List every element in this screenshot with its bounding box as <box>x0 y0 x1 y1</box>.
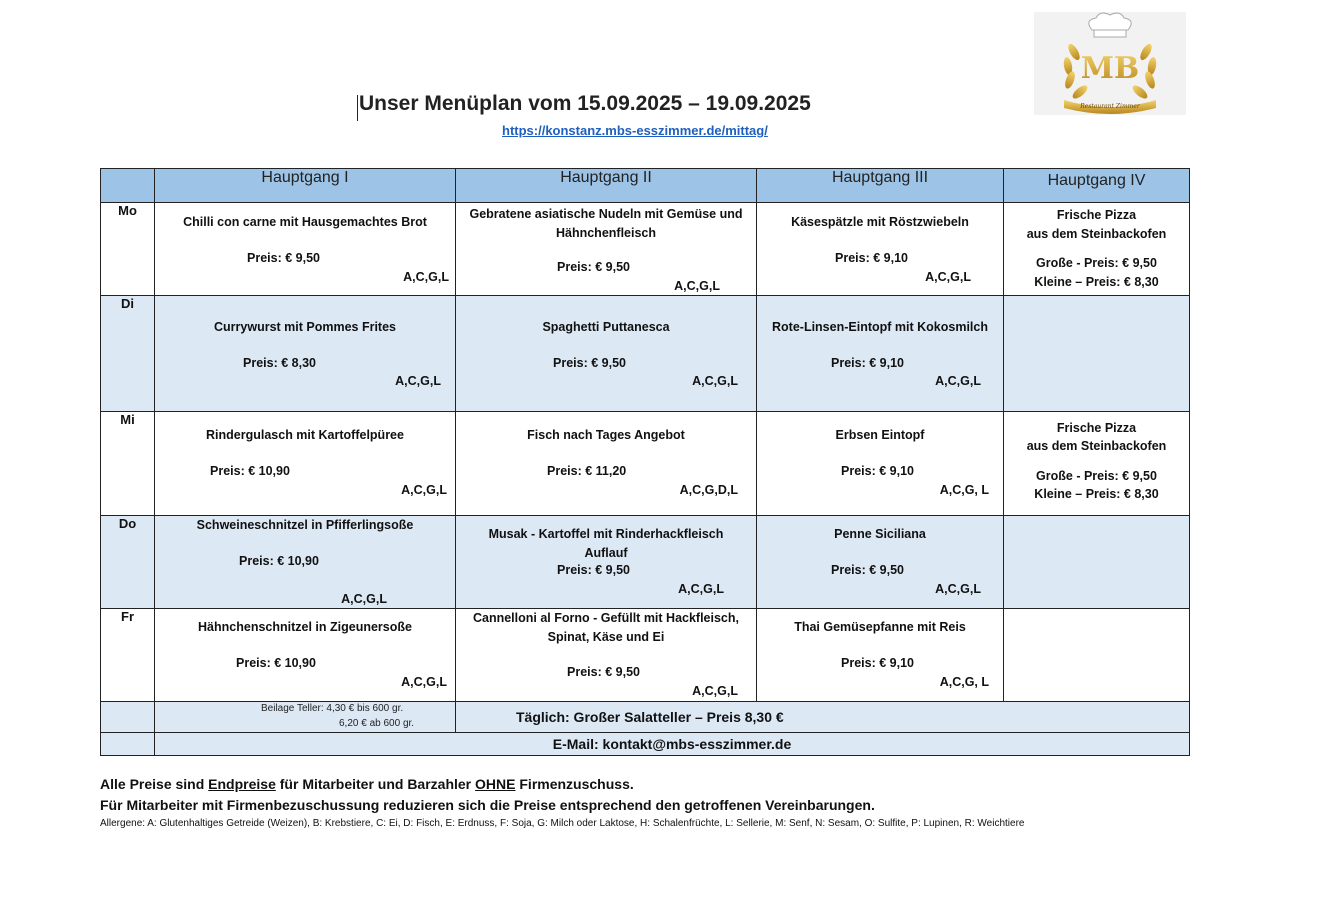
logo-script: Restaurant Zimmer <box>1080 103 1140 110</box>
dish-name: Musak - Kartoffel mit Rinderhackfleisch Auflauf <box>488 527 724 560</box>
email-row <box>101 733 1190 756</box>
dish-allergens: A,C,G,L <box>403 270 449 284</box>
dish-cell <box>155 609 456 702</box>
pizza-small-price: Kleine – Preis: € 8,30 <box>1034 487 1159 501</box>
dish-price: Preis: € 10,90 <box>236 656 316 670</box>
dish-allergens: A,C,G,L <box>401 483 447 497</box>
dish-name: Käsespätzle mit Röstzwiebeln <box>791 215 969 229</box>
dish-name: Cannelloni al Forno - Gefüllt mit Hackfleisch, Spinat, Käse und Ei <box>472 611 739 644</box>
dish-cell <box>757 412 1004 516</box>
subsidy-note: Für Mitarbeiter mit Firmenbezuschussung reduzieren sich die Preise entsprechend den getroffenen Vereinbarungen. <box>100 797 875 813</box>
dish-price: Preis: € 9,50 <box>831 563 904 577</box>
dish-name: Hähnchenschnitzel in Zigeunersoße <box>198 620 412 634</box>
header-hauptgang-1: Hauptgang I <box>155 169 456 203</box>
dish-price: Preis: € 10,90 <box>239 554 319 568</box>
dish-name: Rote-Linsen-Eintopf mit Kokosmilch <box>772 320 988 334</box>
price-note-endpreise: Endpreise <box>208 776 276 792</box>
day-row-mi <box>101 412 1190 516</box>
empty-cell <box>1004 296 1190 412</box>
text-cursor <box>357 95 358 121</box>
dish-allergens: A,C,G,L <box>935 374 981 388</box>
day-row-di <box>101 296 1190 412</box>
dish-price: Preis: € 9,10 <box>835 251 908 265</box>
dish-name: Chilli con carne mit Hausgemachtes Brot <box>183 215 427 229</box>
contact-email: E-Mail: kontakt@mbs-esszimmer.de <box>155 733 1190 756</box>
page-title: Unser Menüplan vom 15.09.2025 – 19.09.2025 <box>359 92 811 115</box>
pizza-title: Frische Pizza <box>1056 208 1137 222</box>
dish-price: Preis: € 11,20 <box>547 464 627 478</box>
dish-name: Gebratene asiatische Nudeln mit Gemüse und Hähnchenfleisch <box>469 207 743 240</box>
dish-cell <box>456 203 757 296</box>
dish-price: Preis: € 9,50 <box>557 563 630 577</box>
dish-price: Preis: € 9,50 <box>553 356 626 370</box>
dish-cell <box>155 296 456 412</box>
beilage-line-2: 6,20 € ab 600 gr. <box>339 718 415 729</box>
dish-name: Erbsen Eintopf <box>835 428 925 442</box>
dish-cell <box>456 609 757 702</box>
price-note-part: Alle Preise sind <box>100 776 209 792</box>
allergen-legend: Allergene: A: Glutenhaltiges Getreide (Weizen), B: Krebstiere, C: Ei, D: Fisch, E: Erdnuss, F: Soja, G: Milch oder Laktose, H: Schalenfrüchte, L: Sellerie, M: Senf, N: Sesam, O: Sulfite, P: Lupinen, R: Weichtiere <box>100 818 1025 829</box>
empty-cell <box>101 702 155 733</box>
dish-price: Preis: € 9,50 <box>247 251 320 265</box>
menu-url-link[interactable]: https://konstanz.mbs-esszimmer.de/mittag/ <box>502 123 768 138</box>
price-note <box>100 776 634 792</box>
dish-cell <box>155 203 456 296</box>
price-note-part: für Mitarbeiter und Barzahler <box>275 776 476 792</box>
dish-name: Schweineschnitzel in Pfifferlingsoße <box>196 518 414 532</box>
dish-cell <box>155 412 456 516</box>
beilage-cell <box>155 702 456 733</box>
dish-cell <box>456 296 757 412</box>
dish-name: Thai Gemüsepfanne mit Reis <box>794 620 966 634</box>
header-hauptgang-2: Hauptgang II <box>456 169 757 203</box>
day-label: Do <box>101 516 155 609</box>
dish-name: Penne Siciliana <box>834 527 926 541</box>
dish-cell <box>757 296 1004 412</box>
price-note-part: Firmenzuschuss. <box>515 776 634 792</box>
dish-name: Fisch nach Tages Angebot <box>527 428 685 442</box>
pizza-cell <box>1004 203 1190 296</box>
dish-allergens: A,C,G,L <box>925 270 971 284</box>
dish-price: Preis: € 9,10 <box>841 464 914 478</box>
beilage-line-1: Beilage Teller: 4,30 € bis 600 gr. <box>261 703 404 714</box>
dish-cell <box>757 203 1004 296</box>
dish-cell <box>155 516 456 609</box>
menu-table <box>100 168 1190 756</box>
header-hauptgang-3: Hauptgang III <box>757 169 1004 203</box>
dish-price: Preis: € 9,10 <box>841 656 914 670</box>
dish-allergens: A,C,G,L <box>341 592 387 606</box>
header-day-col <box>101 169 155 203</box>
day-row-do <box>101 516 1190 609</box>
daily-salad-offer: Täglich: Großer Salatteller – Preis 8,30 € <box>456 702 1190 733</box>
dish-allergens: A,C,G,L <box>935 582 981 596</box>
dish-cell <box>757 516 1004 609</box>
day-row-mo <box>101 203 1190 296</box>
header-hauptgang-4: Hauptgang IV <box>1004 169 1190 203</box>
logo-initials: MB <box>1080 51 1140 86</box>
dish-allergens: A,C,G,L <box>692 684 738 698</box>
day-label: Mi <box>101 412 155 516</box>
pizza-subtitle: aus dem Steinbackofen <box>1026 227 1167 241</box>
day-label: Di <box>101 296 155 412</box>
pizza-large-price: Große - Preis: € 9,50 <box>1036 256 1157 270</box>
dish-allergens: A,C,G,D,L <box>679 483 738 497</box>
price-note-ohne: OHNE <box>475 776 516 792</box>
dish-allergens: A,C,G,L <box>395 374 441 388</box>
dish-allergens: A,C,G, L <box>939 675 989 689</box>
dish-price: Preis: € 10,90 <box>210 464 290 478</box>
dish-allergens: A,C,G,L <box>674 279 720 293</box>
dish-price: Preis: € 8,30 <box>243 356 316 370</box>
restaurant-logo <box>1034 12 1186 115</box>
empty-cell <box>101 733 155 756</box>
dish-cell <box>456 516 757 609</box>
dish-price: Preis: € 9,10 <box>831 356 904 370</box>
pizza-large-price: Große - Preis: € 9,50 <box>1036 469 1157 483</box>
day-label: Fr <box>101 609 155 702</box>
empty-cell <box>1004 516 1190 609</box>
dish-name: Spaghetti Puttanesca <box>542 320 670 334</box>
dish-price: Preis: € 9,50 <box>567 665 640 679</box>
dish-allergens: A,C,G,L <box>401 675 447 689</box>
dish-cell <box>456 412 757 516</box>
dish-allergens: A,C,G,L <box>678 582 724 596</box>
day-label: Mo <box>101 203 155 296</box>
dish-cell <box>757 609 1004 702</box>
header-row <box>101 169 1190 203</box>
pizza-small-price: Kleine – Preis: € 8,30 <box>1034 275 1159 289</box>
day-row-fr <box>101 609 1190 702</box>
dish-price: Preis: € 9,50 <box>557 260 630 274</box>
dish-name: Rindergulasch mit Kartoffelpüree <box>206 428 404 442</box>
daily-row <box>101 702 1190 733</box>
dish-allergens: A,C,G,L <box>692 374 738 388</box>
pizza-subtitle: aus dem Steinbackofen <box>1026 439 1167 453</box>
dish-allergens: A,C,G, L <box>939 483 989 497</box>
empty-cell <box>1004 609 1190 702</box>
dish-name: Currywurst mit Pommes Frites <box>214 320 396 334</box>
pizza-title: Frische Pizza <box>1056 421 1137 435</box>
pizza-cell <box>1004 412 1190 516</box>
